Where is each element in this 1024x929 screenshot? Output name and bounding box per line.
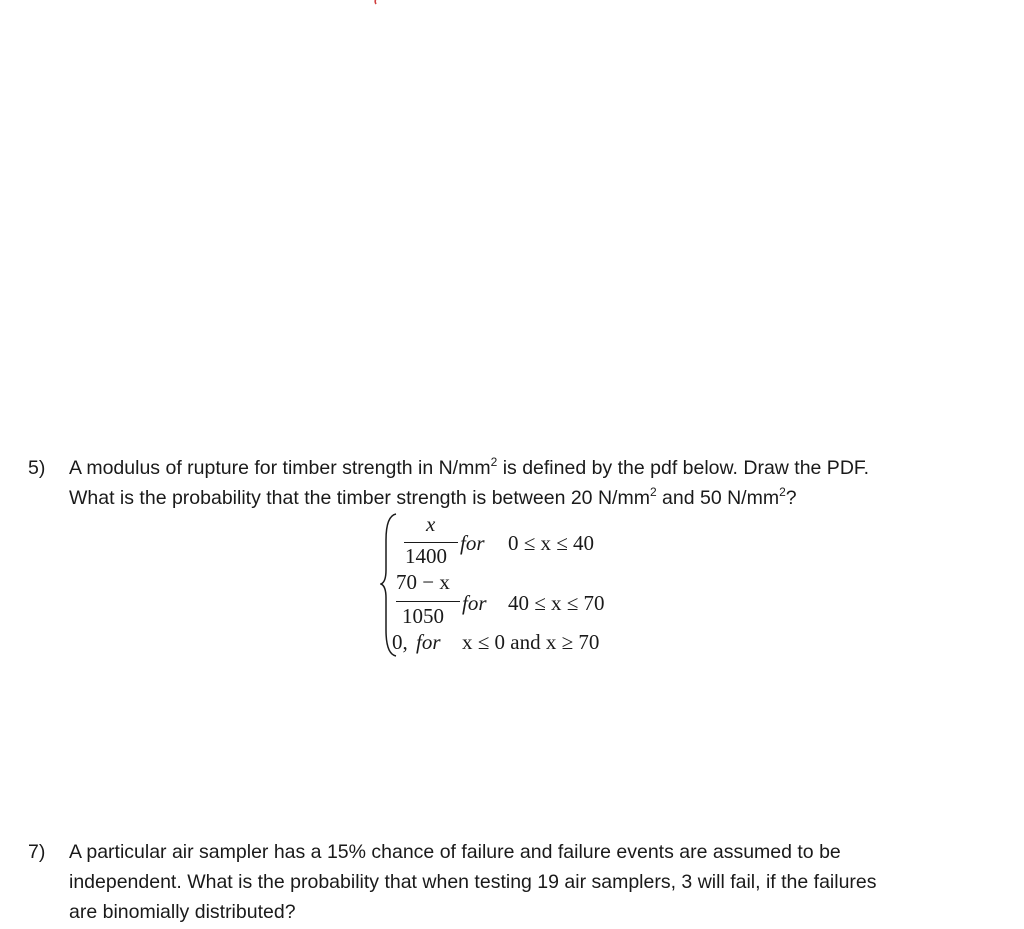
q5-line2-text-a: What is the probability that the timber strength is between 20 N/mm bbox=[69, 487, 650, 509]
q5-line1-text-b: is defined by the pdf below. Draw the PDF. bbox=[497, 457, 870, 479]
q5-line2-text-c: ? bbox=[785, 487, 797, 509]
red-pen-mark bbox=[372, 0, 380, 6]
case2-for: for bbox=[462, 591, 487, 615]
case3-condition: x ≤ 0 and x ≥ 70 bbox=[462, 630, 600, 654]
q5-line1-text-a: A modulus of rupture for timber strength in N/mm bbox=[69, 457, 491, 479]
case3-for: for bbox=[416, 630, 441, 654]
question-5-line-2 bbox=[69, 483, 797, 513]
q5-line2-superscript-2: 2 bbox=[779, 484, 786, 499]
q5-line2-text-b: and 50 N/mm bbox=[656, 487, 780, 509]
question-7-line-2: independent. What is the probability that when testing 19 air samplers, 3 will fail, if the failures bbox=[69, 871, 877, 893]
case2-numerator: 70 − x bbox=[396, 570, 450, 594]
case1-for: for bbox=[460, 531, 485, 555]
case2-condition: 40 ≤ x ≤ 70 bbox=[508, 591, 605, 615]
q5-line2-superscript-1: 2 bbox=[649, 484, 657, 499]
case1-condition: 0 ≤ x ≤ 40 bbox=[508, 531, 595, 555]
case1-fraction-bar bbox=[404, 542, 458, 543]
case2-fraction-bar bbox=[396, 601, 460, 602]
question-7-line-1: A particular air sampler has a 15% chance of failure and failure events are assumed to be bbox=[69, 841, 841, 863]
q5-line1-superscript: 2 bbox=[490, 454, 498, 469]
question-5-number: 5) bbox=[28, 457, 46, 479]
case2-denominator: 1050 bbox=[402, 604, 444, 628]
question-5-line-1 bbox=[69, 453, 869, 483]
case1-denominator: 1400 bbox=[405, 544, 447, 568]
question-7-line-3: are binomially distributed? bbox=[69, 901, 296, 923]
case1-numerator: x bbox=[426, 512, 436, 536]
case3-value: 0, bbox=[392, 630, 408, 654]
question-7-number: 7) bbox=[28, 841, 46, 863]
piecewise-pdf bbox=[380, 510, 680, 660]
